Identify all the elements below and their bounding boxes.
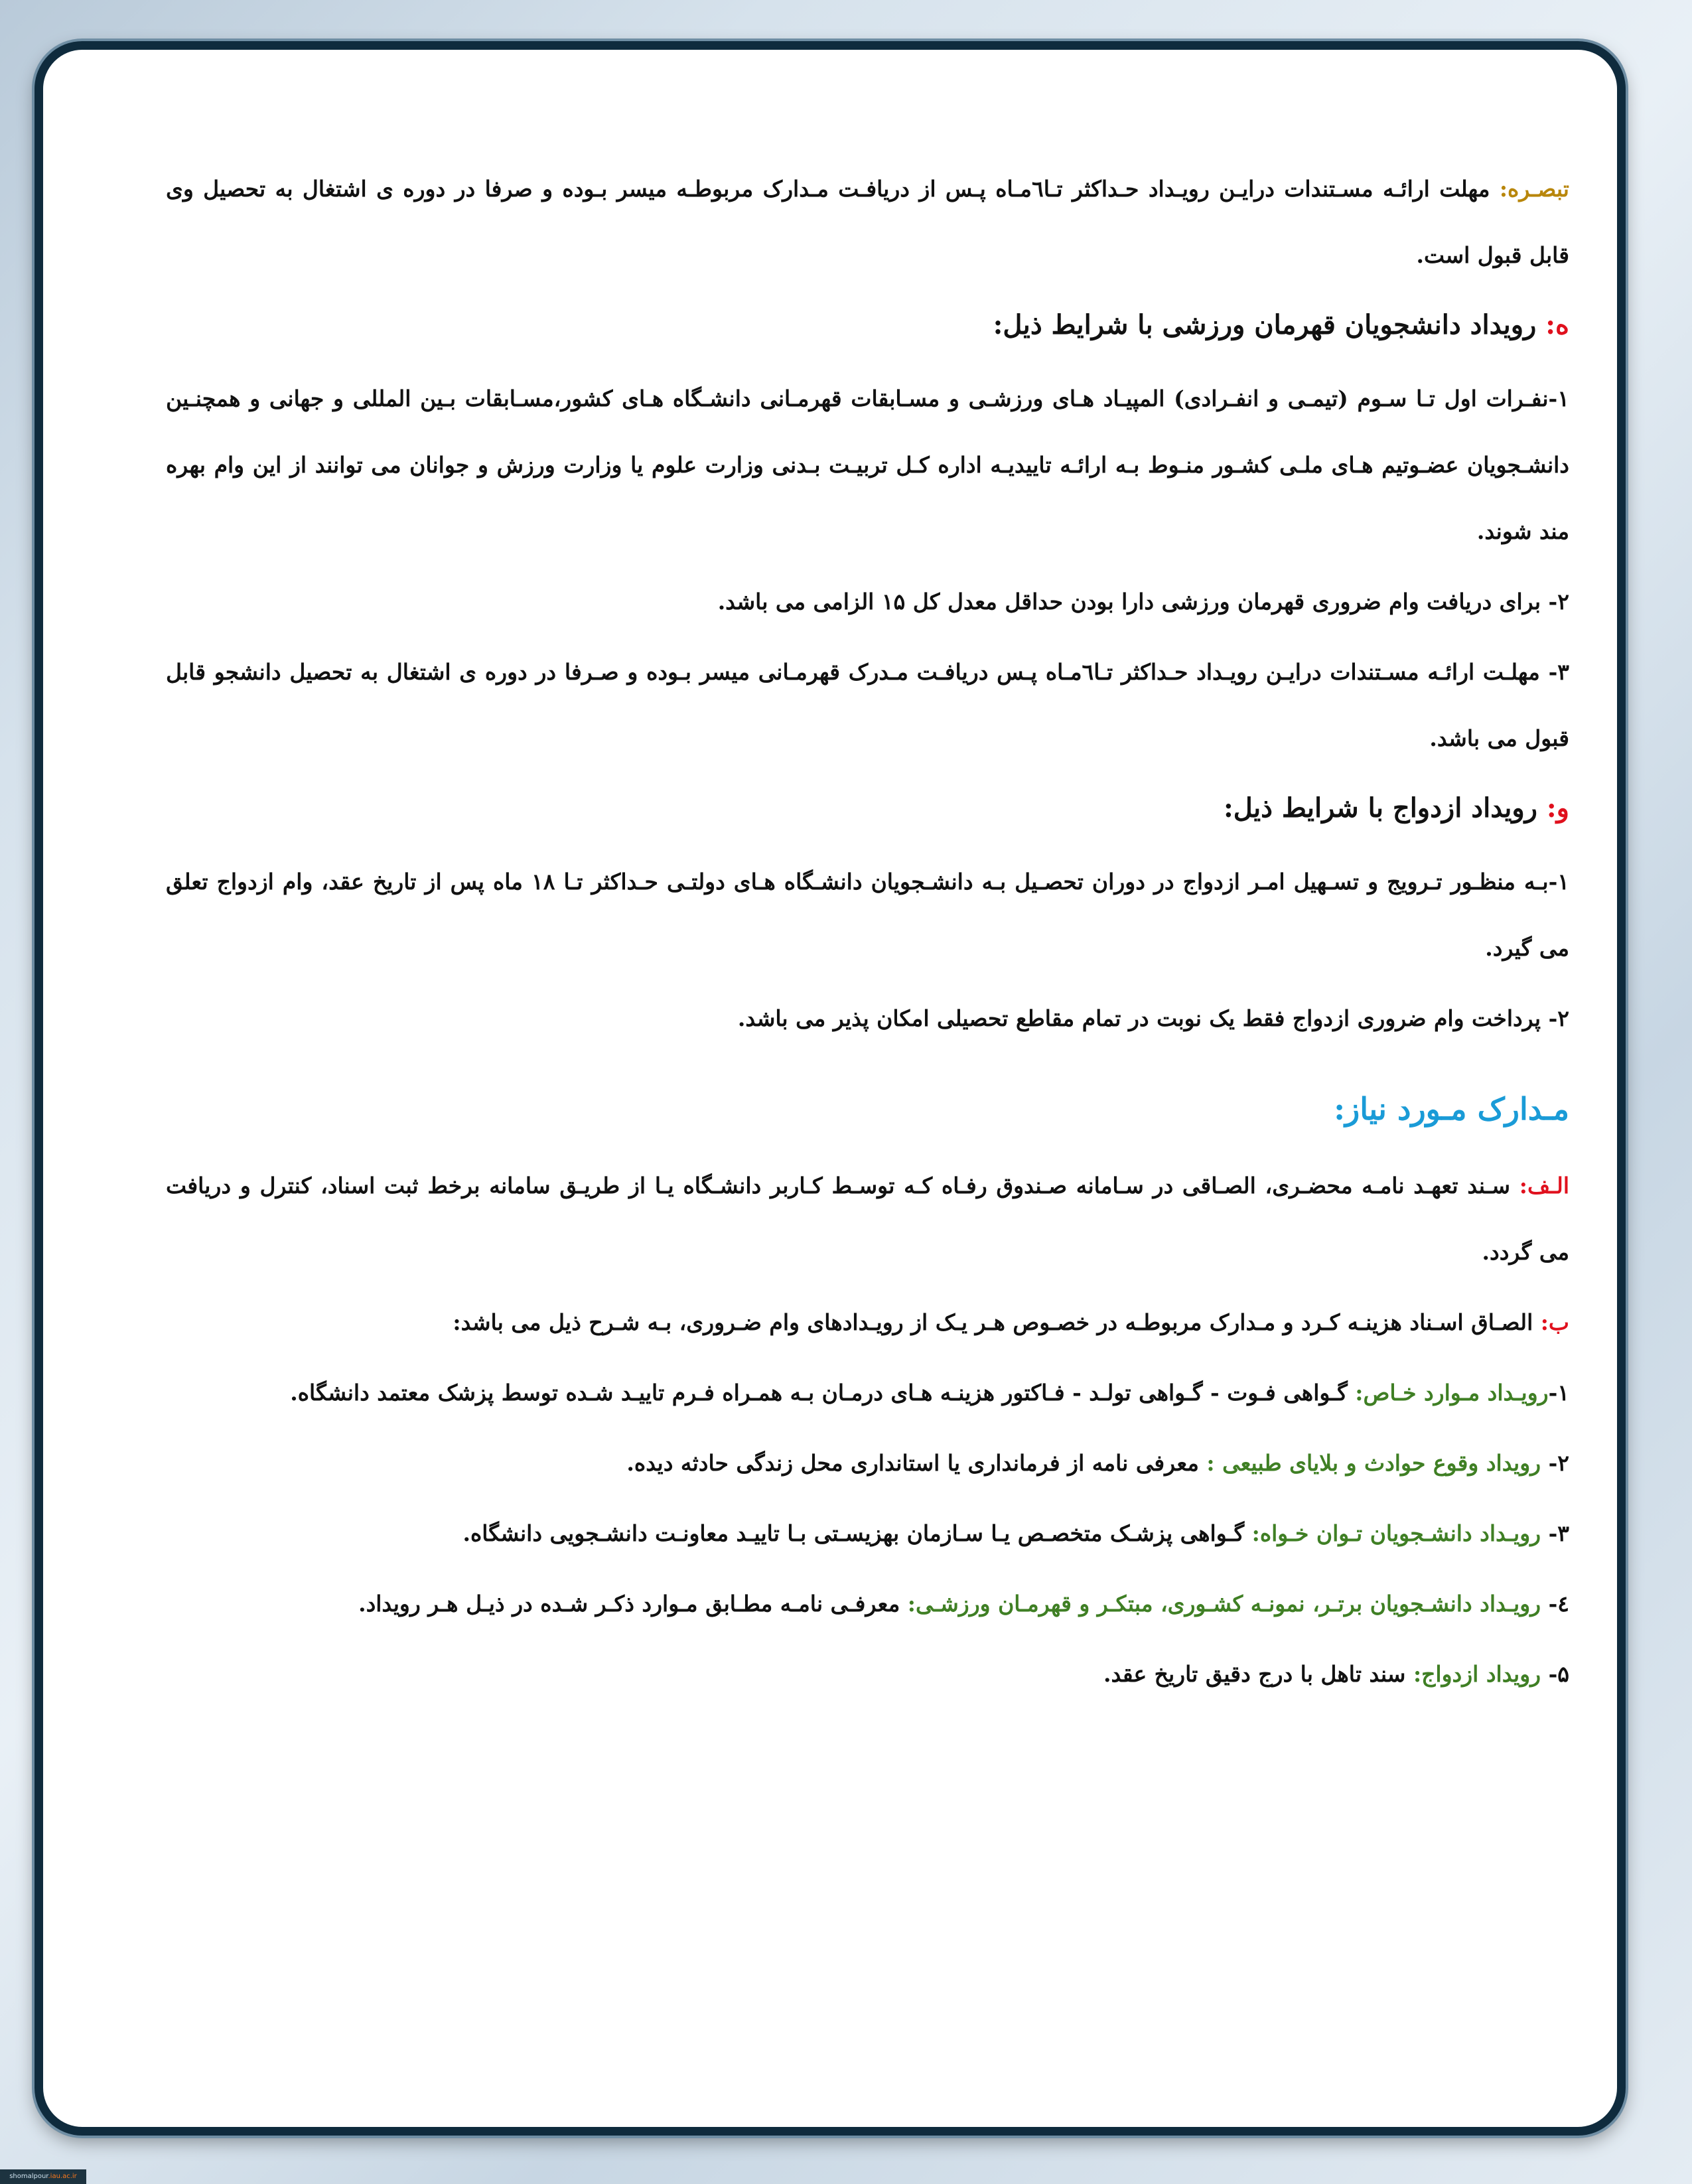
paragraph-text: سند تاهل با درج دقیق تاریخ عقد. (1103, 1661, 1413, 1687)
section-heading-required-documents (166, 1069, 1569, 1149)
paragraph-text: معرفی نامه از فرمانداری یا استانداری محل زندگی حادثه دیده. (626, 1450, 1207, 1476)
section-heading (166, 289, 1569, 362)
lead-label: ب: (1540, 1309, 1569, 1335)
section-heading (166, 772, 1569, 845)
paragraph (166, 1289, 1569, 1356)
lead-label: الـف: (1519, 1173, 1569, 1199)
paragraph-text: ۲- برای دریافت وام ضروری قهرمان ورزشی دارا بودن حداقل معدل کل ۱۵ الزامی می باشد. (717, 589, 1569, 615)
paragraph (166, 1500, 1569, 1567)
paragraph (166, 1641, 1569, 1708)
paragraph-text: رویداد دانشجویان قهرمان ورزشی با شرایط ذیل: (993, 309, 1546, 340)
item-number: ۲- (1541, 1450, 1569, 1476)
lead-label: تبصـره: (1499, 176, 1569, 202)
paragraph (166, 1430, 1569, 1496)
watermark-text-b: .iau.ac.ir (48, 2173, 77, 2180)
item-number: ۳- (1541, 1520, 1569, 1546)
lead-label: ه: (1545, 309, 1569, 340)
document-body (166, 156, 1569, 1708)
paragraph-text: ۲- پرداخت وام ضروری ازدواج فقط یک نوبت در تمام مقاطع تحصیلی امکان پذیر می باشد. (737, 1005, 1569, 1031)
lead-label: رویـداد دانشـجویان تـوان خـواه: (1251, 1520, 1541, 1546)
item-number: ٤- (1541, 1591, 1569, 1617)
lead-label: رویـداد دانشـجویان برتـر، نمونـه کشـوری، مبتکـر و قهرمـان ورزشـی: (907, 1591, 1541, 1617)
paragraph-text: معرفـی نامـه مطـابق مـوارد ذکـر شـده در ذیـل هـر رویداد. (358, 1591, 908, 1617)
watermark-text-a: shomalpour (9, 2173, 48, 2180)
paragraph (166, 1153, 1569, 1285)
lead-label: و: (1546, 792, 1569, 824)
paragraph-text: گـواهی فـوت - گـواهی تولـد - فـاکتور هزینـه هـای درمـان بـه همـراه فـرم تاییـد شـده توسط پزشک معتمد دانشگاه. (290, 1380, 1356, 1406)
item-number: ۱- (1548, 1380, 1569, 1406)
site-watermark (0, 2169, 86, 2184)
paragraph-text: ۱-بـه منظـور تـرویج و تسـهیل امـر ازدواج در دوران تحصـیل بـه دانشـجویان دانشـگاه هـای دولتـی حـداکثر تـا ۱۸ ماه پس از تاریخ عقد، وام ازدواج تعلق می گیرد. (166, 869, 1569, 961)
paragraph (166, 366, 1569, 565)
paragraph-text: ۱-نفـرات اول تـا سـوم (تیمـی و انفـرادی) المپیـاد هـای ورزشـی و مسـابقات قهرمـانی دانشـگاه هـای کشور،مسـابقات بـین المللی و جهانی و همچنـین دانشـجویان عضـوتیم هـای ملـی کشـور منـوط بـه ارائـه تاییدیـه اداره کـل تربیـت بـدنی وزارت علوم یا وزارت ورزش و جوانان می توانند از این وام بهره مند شوند. (166, 386, 1569, 544)
paragraph-text: سـند تعهـد نامـه محضـری، الصـاقی در سـامانه صـندوق رفـاه کـه توسـط کـاربر دانشـگاه یـا از طریـق سامانه برخط ثبت اسناد، کنترل و دریافت می گردد. (166, 1173, 1569, 1265)
paragraph (166, 1360, 1569, 1426)
lead-label: رویداد وقوع حوادث و بلایای طبیعی : (1206, 1450, 1541, 1476)
paragraph (166, 569, 1569, 635)
paragraph (166, 849, 1569, 982)
lead-label: رویداد ازدواج: (1413, 1661, 1541, 1687)
paragraph (166, 639, 1569, 772)
lead-label: رویـداد مـوارد خـاص: (1355, 1380, 1549, 1406)
paragraph (166, 1571, 1569, 1637)
paragraph (166, 156, 1569, 289)
item-number: ۵- (1541, 1661, 1569, 1687)
paragraph-text: گـواهی پزشـک متخصـص یـا سـازمان بهزیسـتی بـا تاییـد معاونـت دانشـجویی دانشگاه. (462, 1520, 1252, 1546)
lead-label: مـدارک مـورد نیاز: (1334, 1091, 1569, 1127)
paragraph-text: الصـاق اسـناد هزینـه کـرد و مـدارک مربوطـه در خصـوص هـر یـک از رویـدادهای وام ضـروری، بـه شـرح ذیل می باشد: (453, 1309, 1541, 1335)
paragraph-text: مهلت ارائـه مسـتندات درایـن رویـداد حـداکثر تـا٦مـاه پـس از دریافـت مـدارک مربوطـه میسر بـوده و صرفا در دوره ی اشتغال به تحصیل وی قابل قبول است. (166, 176, 1569, 268)
paragraph-text: رویداد ازدواج با شرایط ذیل: (1223, 792, 1547, 824)
page-frame (35, 41, 1626, 2136)
paragraph-text: ۳- مهلـت ارائـه مسـتندات درایـن رویـداد حـداکثر تـا٦مـاه پـس دریافـت مـدرک قهرمـانی میسر بـوده و صـرفا در دوره ی اشتغال به تحصیل دانشجو قابل قبول می باشد. (166, 659, 1570, 751)
paragraph (166, 985, 1569, 1052)
